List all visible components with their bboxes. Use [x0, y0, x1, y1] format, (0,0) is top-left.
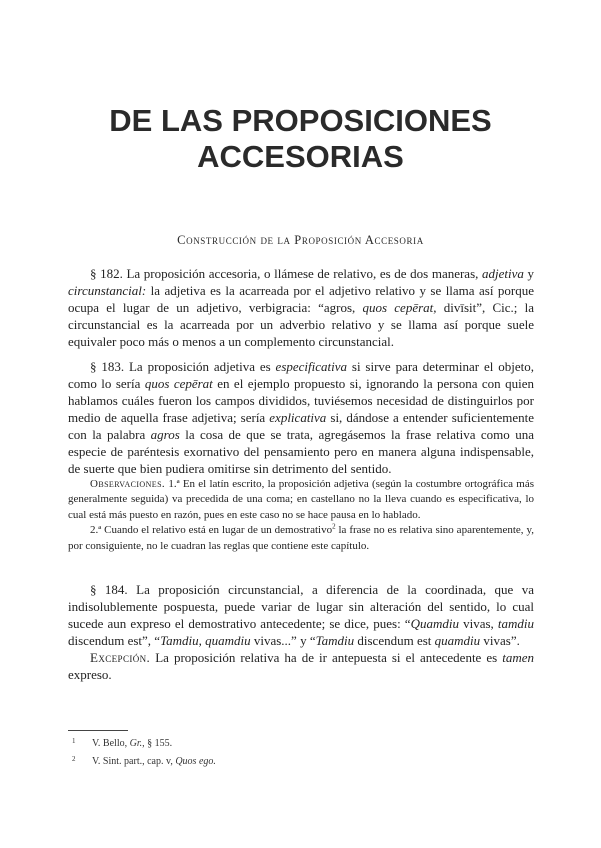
latin-quote: tamdiu	[497, 616, 534, 631]
observation-1	[68, 477, 534, 523]
footnote-2	[68, 753, 534, 771]
text: si sirve para determinar el objeto, como lo sería	[68, 359, 534, 391]
observations	[68, 477, 534, 554]
paragraph-184	[68, 581, 534, 649]
chapter-title-line-1: DE LAS PROPOSICIONES	[109, 103, 492, 138]
text: § 184. La proposición circunstancial, a diferencia de la coordinada, que va indisolublemente pospuesta, puede variar de lugar sin alteración del sentido, lo cual sucede aun expreso el demostrativo antecedente; se dice, pues: “	[68, 582, 534, 631]
text: 2.ª Cuando el relativo está en lugar de un demostrativo	[90, 524, 333, 537]
footnotes	[68, 735, 534, 771]
italic-term: adjetiva	[482, 266, 524, 281]
text: V. Sint. part., cap. v,	[92, 756, 176, 767]
paragraph-183	[68, 358, 534, 477]
exception-label: Excepción.	[90, 650, 151, 665]
text: la adjetiva es la acarreada por el adjetivo relativo y se llama así porque ocupa el lugar de un adjetivo, verbigracia: “agros,	[68, 283, 534, 315]
latin-quote: Tamdiu, quamdiu	[160, 633, 251, 648]
latin-quote: quamdiu	[434, 633, 481, 648]
latin-quote: tamen	[502, 650, 534, 665]
latin-quote: quos cepērat	[144, 376, 213, 391]
text: 1.ª En el latín escrito, la proposición adjetiva (según la costumbre ortográfica más generalmente seguida) va precedida de una coma; en castellano no la lleva cuando es especificativa, lo cual está más puesto en razón, pues en este caso no se hace pausa en lo hablado.	[68, 478, 534, 521]
italic-abbrev: Gr.,	[129, 738, 145, 749]
text: en el ejemplo propuesto si, ignorando la persona con quien hablamos cuáles fueron los campos divididos, tuviésemos necesidad de distinguirlos por medio de aquella frase adjetiva; sería	[68, 376, 534, 425]
footnote-1	[68, 735, 534, 753]
paragraph-182	[68, 265, 534, 350]
text: vivas”.	[480, 633, 520, 648]
text: discendum est”, “	[68, 633, 161, 648]
section-heading: Construcción de la Proposición Accesoria	[177, 233, 424, 247]
text: vivas,	[458, 616, 498, 631]
chapter-title	[60, 103, 541, 175]
text: vivas...” y “	[250, 633, 316, 648]
exception-paragraph	[68, 649, 534, 683]
latin-quote: agros	[150, 427, 180, 442]
text: § 182. La proposición accesoria, o llámese de relativo, es de dos maneras,	[90, 266, 482, 281]
text: V. Bello,	[92, 738, 130, 749]
section-182	[68, 265, 534, 350]
text: divīsit”, Cic.; la circunstancial es la acarreada por un adverbio relativo y se llama así porque suele equivaler poco más o menos a un complemento circunstancial.	[68, 300, 535, 349]
footnote-number: 1	[72, 737, 76, 745]
section-183	[68, 358, 534, 554]
text: y	[523, 266, 534, 281]
observation-2	[68, 523, 534, 554]
text: § 183. La proposición adjetiva es	[90, 359, 276, 374]
footnote-number: 2	[72, 755, 76, 763]
text: discendum est	[354, 633, 435, 648]
chapter-title-line-2: ACCESORIAS	[197, 139, 404, 174]
footnote-divider	[68, 730, 128, 731]
latin-quote: quos cepērat,	[362, 300, 437, 315]
text: § 155.	[144, 738, 173, 749]
observations-label: Observaciones.	[90, 478, 166, 490]
text: la frase no es relativa sino aparentemente, y, por consiguiente, no le cuadran las reglas que contiene este capítulo.	[68, 524, 534, 552]
latin-quote: Tamdiu	[315, 633, 355, 648]
italic-ref: Quos ego.	[175, 756, 216, 767]
section-184	[68, 581, 534, 683]
text: la cosa de que se trata, agregásemos la frase relativa como una especie de paréntesis exornativo del pensamiento pero en manera alguna indispensable, de suerte que bien pudiera omitirse sin detrimento del sentido.	[68, 427, 534, 476]
text: La proposición relativa ha de ir antepuesta si el antecedente es	[150, 650, 503, 665]
text: si, dándose a entender suficientemente con la palabra	[68, 410, 534, 442]
text: expreso.	[68, 667, 112, 682]
footnote-ref[interactable]: 2	[332, 522, 336, 531]
italic-term: circunstancial:	[68, 283, 147, 298]
italic-term: explicativa	[269, 410, 327, 425]
latin-quote: Quamdiu	[410, 616, 459, 631]
italic-term: especificativa	[275, 359, 348, 374]
